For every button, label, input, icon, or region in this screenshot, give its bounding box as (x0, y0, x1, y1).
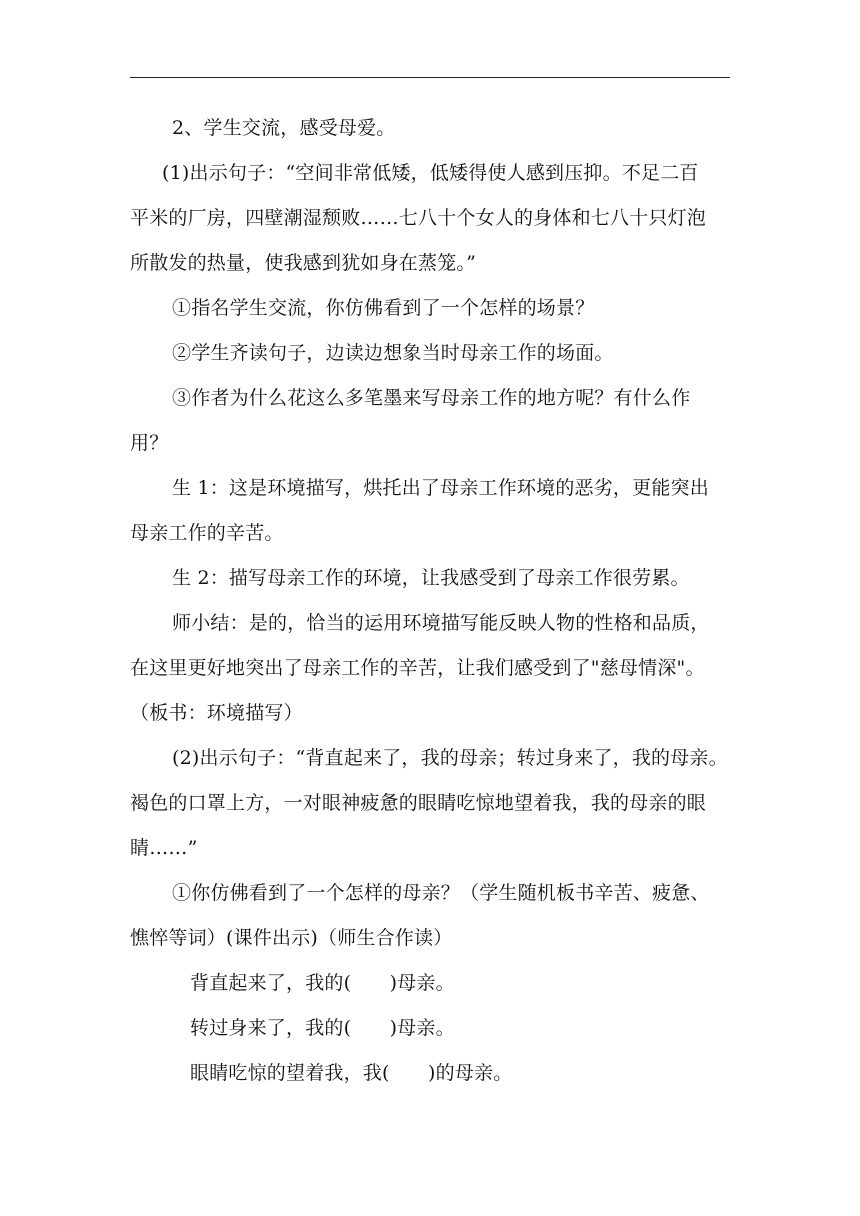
section-heading: 2、学生交流，感受母爱。 (172, 117, 396, 139)
paragraph-line: 生 2：描写母亲工作的环境，让我感受到了母亲工作很劳累。 (172, 567, 690, 589)
paragraph-line: 所散发的热量，使我感到犹如身在蒸笼。” (130, 252, 477, 274)
paragraph-line: 褐色的口罩上方，一对眼神疲惫的眼睛吃惊地望着我，我的母亲的眼 (130, 792, 707, 814)
paragraph-line: 憔悴等词）(课件出示)（师生合作读） (130, 927, 453, 949)
paragraph-line: ①你仿佛看到了一个怎样的母亲？（学生随机板书辛苦、疲惫、 (172, 882, 710, 904)
paragraph-line: ③作者为什么花这么多笔墨来写母亲工作的地方呢？有什么作 (172, 387, 691, 409)
paragraph-line: 睛……” (130, 837, 198, 859)
paragraph-line: 用？ (130, 432, 169, 454)
paragraph-line: 平米的厂房，四壁潮湿颓败……七八十个女人的身体和七八十只灯泡 (130, 207, 707, 229)
paragraph-line: (2)出示句子：“背直起来了，我的母亲；转过身来了，我的母亲。 (172, 747, 728, 769)
paragraph-line: 在这里更好地突出了母亲工作的辛苦，让我们感受到了"慈母情深"。 (130, 657, 705, 679)
paragraph-line: ①指名学生交流，你仿佛看到了一个怎样的场景？ (172, 297, 595, 319)
fill-blank-line: 眼睛吃惊的望着我，我( )的母亲。 (190, 1062, 513, 1084)
paragraph-line: (1)出示句子：“空间非常低矮，低矮得使人感到压抑。不足二百 (162, 162, 699, 184)
paragraph-line: 母亲工作的辛苦。 (130, 522, 284, 544)
paragraph-line: 师小结：是的，恰当的运用环境描写能反映人物的性格和品质， (172, 612, 710, 634)
paragraph-line: 生 1：这是环境描写，烘托出了母亲工作环境的恶劣，更能突出 (172, 477, 709, 499)
paragraph-line: ②学生齐读句子，边读边想象当时母亲工作的场面。 (172, 342, 614, 364)
fill-blank-line: 背直起来了，我的( )母亲。 (190, 972, 455, 994)
header-rule (130, 77, 730, 78)
paragraph-line: （板书：环境描写） (130, 702, 303, 724)
fill-blank-line: 转过身来了，我的( )母亲。 (190, 1017, 455, 1039)
